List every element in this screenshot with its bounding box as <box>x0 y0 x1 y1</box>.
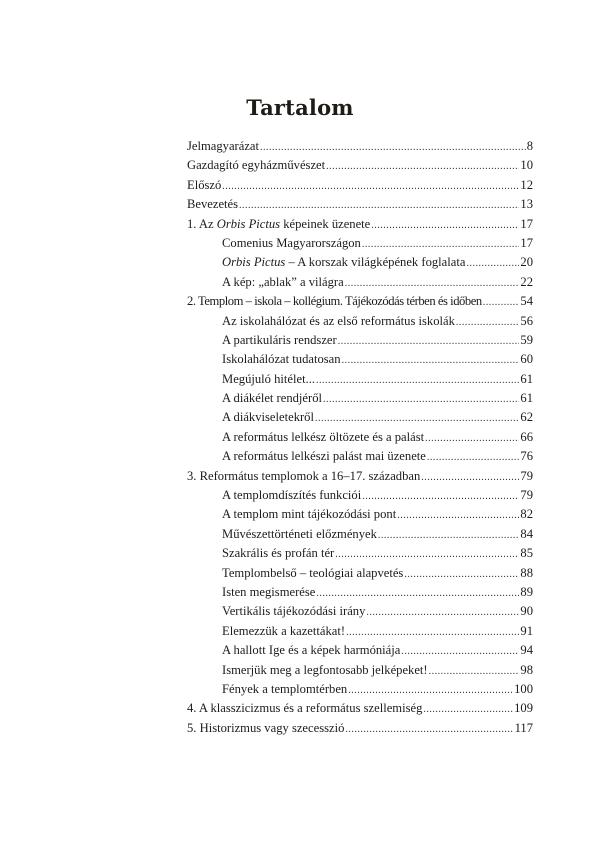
toc-title-segment: – A korszak világképének foglalata <box>285 255 466 270</box>
dot-leader <box>326 157 519 176</box>
toc-entry-title <box>222 641 400 660</box>
toc-entry-title <box>222 602 365 621</box>
toc-subentry[interactable] <box>187 544 533 563</box>
toc-entry[interactable] <box>187 137 533 156</box>
toc-page-number: 89 <box>520 584 533 599</box>
toc-entry[interactable] <box>187 467 533 486</box>
dot-leader <box>222 177 519 196</box>
toc-entry-title <box>222 428 424 447</box>
dot-leader <box>429 662 520 681</box>
toc-title-segment: Ismerjük meg a legfontosabb jelképeket! <box>222 662 428 677</box>
toc-subentry[interactable] <box>187 525 533 544</box>
dot-leader <box>316 584 519 603</box>
toc-title-segment: Orbis Pictus <box>216 216 281 231</box>
toc-title-segment: Megújuló hitélet... <box>222 371 316 386</box>
toc-entry-title <box>222 331 337 350</box>
toc-entry[interactable] <box>187 195 533 214</box>
toc-title-segment: A kép: „ablak” a világra <box>222 274 344 289</box>
toc-entry-title <box>222 253 465 272</box>
dot-leader <box>466 254 519 273</box>
toc-entry-title <box>187 176 221 195</box>
dot-leader <box>342 351 520 370</box>
toc-title-segment: Vertikális tájékozódási irány <box>222 604 366 619</box>
toc-page-number: 17 <box>520 235 533 250</box>
toc-entry-title <box>222 544 334 563</box>
toc-entry[interactable] <box>187 176 533 195</box>
toc-entry[interactable] <box>187 292 533 311</box>
toc-title-segment: Jelmagyarázat <box>187 139 260 153</box>
toc-entry-title <box>222 447 426 466</box>
dot-leader <box>362 235 520 254</box>
toc-subentry[interactable] <box>187 641 533 660</box>
dot-leader <box>378 526 519 545</box>
toc-page-number: 79 <box>520 468 533 483</box>
toc-subentry[interactable] <box>187 408 533 427</box>
toc-page-number: 10 <box>520 158 533 173</box>
toc-subentry[interactable] <box>187 564 533 583</box>
toc-subentry[interactable] <box>187 505 533 524</box>
toc-title-segment: Gazdagító egyházművészet <box>187 158 326 173</box>
toc-entry-title <box>222 622 345 641</box>
dot-leader <box>316 371 519 390</box>
toc-entry[interactable] <box>187 156 533 175</box>
toc-title-segment: Előszó <box>187 177 222 192</box>
toc-title-segment: A templom mint tájékozódási pont <box>222 507 397 522</box>
dot-leader <box>483 293 520 312</box>
toc-entry-title <box>187 195 238 214</box>
toc-title-segment: A partikuláris rendszer <box>222 332 337 347</box>
dot-leader <box>423 700 513 719</box>
toc-title-segment: A diákélet rendjéről <box>222 391 323 406</box>
toc-page-number: 90 <box>520 604 533 619</box>
toc-title-segment: Elemezzük a kazettákat! <box>222 623 346 638</box>
toc-entry-title <box>222 661 428 680</box>
toc-page-number: 17 <box>520 216 533 231</box>
dot-leader <box>345 720 513 739</box>
toc-entry-title <box>222 583 315 602</box>
page-title: Tartalom <box>246 95 354 120</box>
toc-entry[interactable] <box>187 699 533 718</box>
toc-subentry[interactable] <box>187 253 533 272</box>
dot-leader <box>345 274 520 293</box>
dot-leader <box>323 390 519 409</box>
toc-subentry[interactable] <box>187 447 533 466</box>
toc-page-number: 109 <box>514 701 533 716</box>
toc-page-number: 22 <box>520 274 533 289</box>
dot-leader <box>401 642 519 661</box>
toc-title-segment: Művészettörténeti előzmények <box>222 526 377 541</box>
dot-leader <box>456 313 520 332</box>
toc-entry-title <box>222 370 315 389</box>
toc-page-number: 88 <box>520 565 533 580</box>
toc-page-number: 98 <box>520 662 533 677</box>
toc-entry-title <box>222 234 361 253</box>
toc-subentry[interactable] <box>187 370 533 389</box>
toc-title-segment: A református lelkészi palást mai üzenete <box>222 449 426 464</box>
toc-title-segment: A diákviseletekről <box>222 410 314 425</box>
toc-entry-title <box>222 273 344 292</box>
toc-page-number: 85 <box>520 546 533 561</box>
toc-page-number: 79 <box>520 488 533 503</box>
toc-title-segment: 1. Az <box>187 216 217 231</box>
toc-page-number: 82 <box>520 507 533 522</box>
toc-page-number: 56 <box>520 313 533 328</box>
dot-leader <box>239 196 519 215</box>
toc-entry-title <box>222 312 455 331</box>
dot-leader <box>421 468 519 487</box>
toc-subentry[interactable] <box>187 486 533 505</box>
toc-subentry[interactable] <box>187 234 533 253</box>
toc-title-segment: Iskolahálózat tudatosan <box>222 352 341 367</box>
toc-page-number: 20 <box>520 255 533 270</box>
dot-leader <box>397 506 519 525</box>
dot-leader <box>427 448 520 467</box>
toc-entry-title <box>222 408 314 427</box>
dot-leader <box>346 623 519 642</box>
dot-leader <box>335 545 519 564</box>
toc-page-number: 54 <box>520 294 533 309</box>
toc-entry-title <box>187 156 325 175</box>
toc-page-number: 59 <box>520 332 533 347</box>
toc-subentry[interactable] <box>187 350 533 369</box>
dot-leader <box>348 681 513 700</box>
toc-page-number: 84 <box>520 526 533 541</box>
toc-subentry[interactable] <box>187 661 533 680</box>
toc-entry[interactable] <box>187 215 533 234</box>
dot-leader <box>260 138 526 157</box>
toc-page-number: 100 <box>514 681 533 696</box>
toc-title-segment: 5. Historizmus vagy szecesszió <box>187 720 345 735</box>
dot-leader <box>371 216 519 235</box>
toc-title-segment: Az iskolahálózat és az első református iskolák <box>222 313 455 328</box>
toc-title-segment: Szakrális és profán tér <box>222 546 335 561</box>
toc-subentry[interactable] <box>187 331 533 350</box>
toc-page-number: 61 <box>520 391 533 406</box>
toc-page-number: 117 <box>514 720 533 735</box>
toc-title-segment: Bevezetés <box>187 197 239 212</box>
dot-leader <box>338 332 520 351</box>
toc-title-segment: Orbis Pictus <box>222 255 286 270</box>
toc-page-number: 76 <box>520 449 533 464</box>
toc-page-number: 61 <box>520 371 533 386</box>
toc-entry-title <box>187 699 422 718</box>
toc-subentry[interactable] <box>187 312 533 331</box>
toc-page-number: 62 <box>520 410 533 425</box>
toc-title-segment: 3. Református templomok a 16–17. században <box>187 468 421 483</box>
toc-title-segment: A református lelkész öltözete és a palást <box>222 429 425 444</box>
toc-entry-title <box>187 292 482 311</box>
toc-entry-title <box>222 350 341 369</box>
toc-page-number: 66 <box>520 429 533 444</box>
toc-page-number: 8 <box>526 139 533 153</box>
toc-title-segment: A templomdíszítés funkciói <box>222 488 362 503</box>
toc-entry-title <box>222 389 322 408</box>
dot-leader <box>315 409 519 428</box>
toc-entry-title <box>187 215 370 234</box>
toc-subentry[interactable] <box>187 583 533 602</box>
toc-subentry[interactable] <box>187 389 533 408</box>
toc-subentry[interactable] <box>187 273 533 292</box>
table-of-contents <box>187 137 533 738</box>
dot-leader <box>362 487 519 506</box>
dot-leader <box>425 429 519 448</box>
toc-title-segment: Fények a templomtérben <box>222 681 348 696</box>
toc-subentry[interactable] <box>187 622 533 641</box>
toc-entry-title <box>187 137 259 156</box>
toc-entry[interactable] <box>187 719 533 738</box>
toc-page-number: 94 <box>520 643 533 658</box>
dot-leader <box>404 565 519 584</box>
toc-subentry[interactable] <box>187 602 533 621</box>
toc-page-number: 60 <box>520 352 533 367</box>
toc-page-number: 13 <box>520 197 533 212</box>
toc-entry-title <box>222 680 347 699</box>
toc-subentry[interactable] <box>187 428 533 447</box>
toc-entry-title <box>187 719 344 738</box>
toc-title-segment: Comenius Magyarországon <box>222 235 361 250</box>
toc-page-number: 91 <box>520 623 533 638</box>
toc-title-segment: képeinek üzenete <box>280 216 371 231</box>
toc-entry-title <box>187 467 420 486</box>
toc-entry-title <box>222 564 403 583</box>
toc-title-segment: 4. A klasszicizmus és a református szellemiség <box>187 701 423 716</box>
toc-title-segment: A hallott Ige és a képek harmóniája <box>222 643 401 658</box>
toc-entry-title <box>222 505 396 524</box>
toc-title-segment: Isten megismerése <box>222 584 316 599</box>
dot-leader <box>366 603 519 622</box>
toc-page-number: 12 <box>520 177 533 192</box>
toc-title-segment: 2. Templom – iskola – kollégium. Tájékozódás térben és időben <box>187 294 482 309</box>
toc-entry-title <box>222 525 377 544</box>
toc-title-segment: Templombelső – teológiai alapvetés <box>222 565 404 580</box>
toc-subentry[interactable] <box>187 680 533 699</box>
toc-entry-title <box>222 486 361 505</box>
